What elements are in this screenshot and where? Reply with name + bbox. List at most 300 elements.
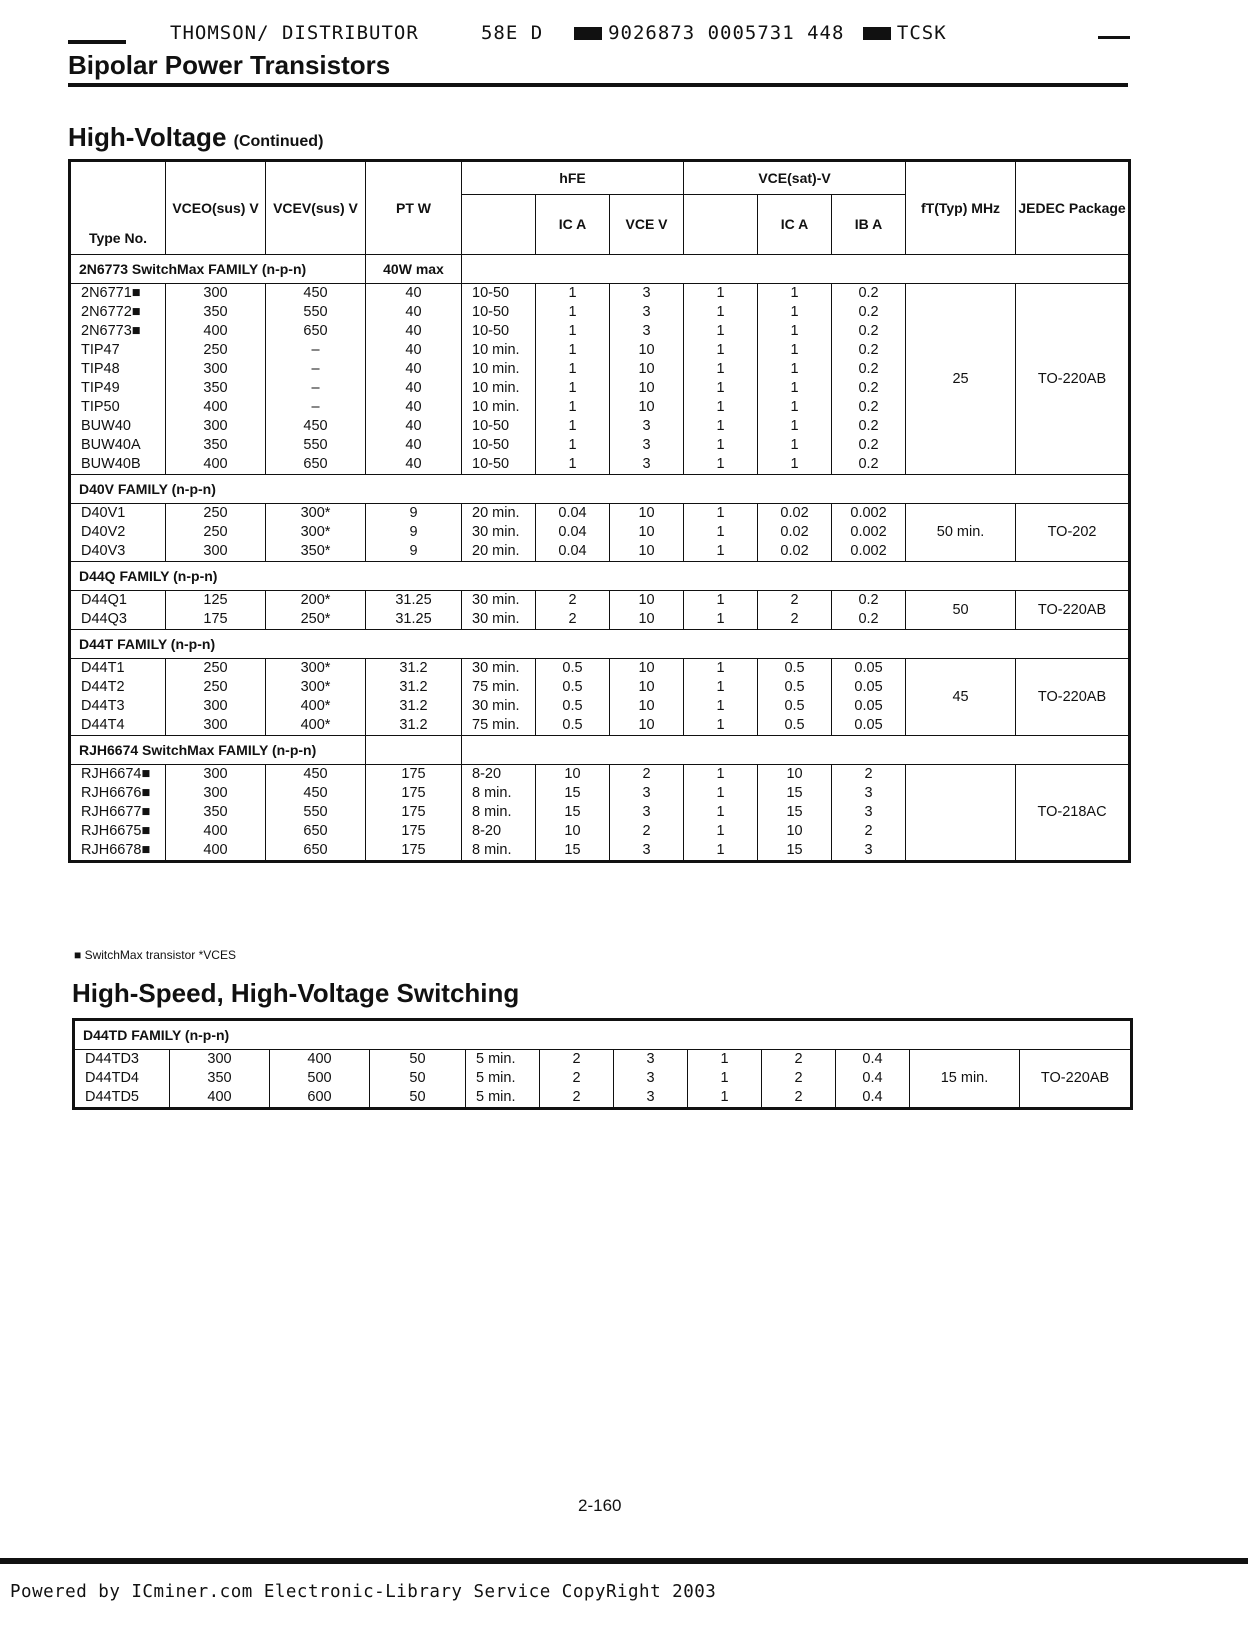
header-rule-right <box>1098 36 1130 39</box>
vcev-value: – <box>311 342 320 358</box>
hfe-value: 20 min. <box>472 505 520 521</box>
vceo-value: 300 <box>203 766 228 782</box>
col-pt-header: PT W <box>366 161 462 255</box>
vcev-value: 450 <box>303 766 328 782</box>
hfe-ic <box>536 591 610 630</box>
vce-ib-value: 0.002 <box>850 505 887 521</box>
vcev-value: 500 <box>307 1070 332 1086</box>
type-no-value: TIP50 <box>81 399 120 415</box>
vce-sat <box>684 591 758 630</box>
pt <box>370 1050 466 1109</box>
vce-sat-value: 1 <box>716 304 725 320</box>
vce-ib-value: 0.2 <box>858 418 879 434</box>
vce-ib <box>832 504 906 562</box>
vceo-value: 300 <box>203 785 228 801</box>
vce-ib-value: 0.2 <box>858 611 879 627</box>
distributor-header <box>170 22 1090 44</box>
header-row <box>70 161 1130 195</box>
vce-sat-value: 1 <box>716 679 725 695</box>
hfe <box>462 284 536 475</box>
vce-ib <box>832 659 906 736</box>
vcev-value: – <box>311 380 320 396</box>
vce-ib-value: 0.2 <box>858 323 879 339</box>
vce-sat <box>684 504 758 562</box>
hfe-vce <box>610 591 684 630</box>
hfe-ic <box>536 765 610 862</box>
section-title-high-voltage <box>68 122 323 153</box>
vcev-value: 450 <box>303 785 328 801</box>
type-no-value: 2N6772■ <box>81 304 141 320</box>
hfe-value: 8 min. <box>472 785 512 801</box>
vce-ib-value: 0.002 <box>850 543 887 559</box>
document-title: Bipolar Power Transistors <box>68 50 391 80</box>
type-no-value: RJH6674■ <box>81 766 151 782</box>
vce-ib-value: 2 <box>864 766 873 782</box>
pt-value: 31.2 <box>399 660 428 676</box>
type-no-value: RJH6675■ <box>81 823 151 839</box>
col-jedec-header: JEDEC Package <box>1016 161 1130 255</box>
type-no-value: D44T4 <box>81 717 125 733</box>
hfe-vce <box>614 1050 688 1109</box>
pt-value: 40 <box>405 323 422 339</box>
hfe-value: 30 min. <box>472 698 520 714</box>
hfe-ic <box>536 659 610 736</box>
pt <box>366 284 462 475</box>
hfe-ic-value: 1 <box>568 456 577 472</box>
vceo-value: 350 <box>203 437 228 453</box>
hfe-vce-value: 10 <box>638 380 655 396</box>
hfe-value: 30 min. <box>472 524 520 540</box>
vce-ic-value: 1 <box>790 456 799 472</box>
type-no <box>70 504 166 562</box>
hfe-ic-value: 0.04 <box>558 543 587 559</box>
pt <box>366 765 462 862</box>
vce-ic-value: 0.5 <box>784 679 805 695</box>
vcev-value: 300* <box>300 524 331 540</box>
hfe-ic-value: 0.04 <box>558 505 587 521</box>
vcev-value: 550 <box>303 304 328 320</box>
hfe-value: 30 min. <box>472 660 520 676</box>
hfe-vce-value: 10 <box>638 698 655 714</box>
vcev-value: 650 <box>303 823 328 839</box>
type-no-value: D44TD5 <box>85 1089 139 1105</box>
pt-value: 40 <box>405 361 422 377</box>
type-no-value: RJH6678■ <box>81 842 151 858</box>
vce-ic-value: 0.02 <box>780 543 809 559</box>
hfe-ic-value: 1 <box>568 418 577 434</box>
pt-value: 9 <box>409 543 418 559</box>
vce-ic-value: 2 <box>794 1089 803 1105</box>
col-hfe-vce-header: VCE V <box>610 195 684 255</box>
vcev-value: 450 <box>303 285 328 301</box>
vce-sat-value: 1 <box>716 505 725 521</box>
col-ft-header: fT(Typ) MHz <box>906 161 1016 255</box>
hfe-ic-value: 1 <box>568 342 577 358</box>
jedec-package: TO-220AB <box>1016 591 1130 630</box>
hfe-vce-value: 10 <box>638 717 655 733</box>
family-blank <box>462 255 1130 284</box>
ft: 45 <box>906 659 1016 736</box>
pt-value: 9 <box>409 505 418 521</box>
vce-ib-value: 0.4 <box>862 1089 883 1105</box>
hfe-vce-value: 10 <box>638 524 655 540</box>
vce-ib-value: 0.05 <box>854 679 883 695</box>
vceo-value: 400 <box>203 323 228 339</box>
vce-ib <box>832 765 906 862</box>
vcev-value: 650 <box>303 456 328 472</box>
vce-sat-value: 1 <box>716 823 725 839</box>
hfe-ic-value: 0.04 <box>558 524 587 540</box>
col-hfe-ic-header: IC A <box>536 195 610 255</box>
vcev-value: 550 <box>303 437 328 453</box>
vce-ib <box>832 591 906 630</box>
vcev-value: 400* <box>300 717 331 733</box>
vceo-value: 400 <box>207 1089 232 1105</box>
hfe-vce <box>610 765 684 862</box>
vce-ib-value: 0.05 <box>854 660 883 676</box>
barcode-block-icon <box>863 27 891 40</box>
page-number: 2-160 <box>578 1496 622 1515</box>
hfe-vce-value: 3 <box>642 456 651 472</box>
family-pt-note <box>366 736 462 765</box>
family-name: D44T FAMILY (n-p-n) <box>70 630 1130 659</box>
vce-ic-value: 15 <box>786 804 803 820</box>
high-voltage-table <box>68 159 1131 863</box>
vceo-value: 300 <box>203 285 228 301</box>
vce-ic-value: 10 <box>786 823 803 839</box>
hfe-ic-value: 1 <box>568 399 577 415</box>
hfe-vce-value: 10 <box>638 592 655 608</box>
pt-value: 50 <box>409 1051 426 1067</box>
vce-sat-value: 1 <box>716 418 725 434</box>
col-hfe-header <box>462 195 536 255</box>
vceo-value: 350 <box>207 1070 232 1086</box>
hfe <box>462 504 536 562</box>
ft: 25 <box>906 284 1016 475</box>
header-code-b: 9026873 0005731 448 <box>608 22 845 44</box>
pt-value: 175 <box>401 766 426 782</box>
section-title-high-speed: High-Speed, High-Voltage Switching <box>72 978 520 1008</box>
vce-ib-value: 0.2 <box>858 399 879 415</box>
pt-value: 31.2 <box>399 717 428 733</box>
hfe-ic-value: 0.5 <box>562 717 583 733</box>
col-vcesat-ic-header: IC A <box>758 195 832 255</box>
pt-value: 40 <box>405 304 422 320</box>
pt-value: 31.25 <box>395 611 432 627</box>
vce-ib-value: 0.2 <box>858 342 879 358</box>
type-no-value: D44Q3 <box>81 611 127 627</box>
hfe-vce <box>610 504 684 562</box>
pt-value: 175 <box>401 785 426 801</box>
family-header-row <box>74 1020 1132 1050</box>
type-no-value: D44T1 <box>81 660 125 676</box>
hfe-ic-value: 15 <box>564 842 581 858</box>
vceo-value: 175 <box>203 611 228 627</box>
type-no-value: 2N6773■ <box>81 323 141 339</box>
footnote: ■ SwitchMax transistor *VCES <box>74 948 236 962</box>
vceo-value: 400 <box>203 399 228 415</box>
hfe-ic <box>540 1050 614 1109</box>
pt <box>366 591 462 630</box>
pt-value: 50 <box>409 1089 426 1105</box>
family-blank <box>462 736 1130 765</box>
type-no-value: RJH6676■ <box>81 785 151 801</box>
header-rule-left <box>68 40 126 44</box>
vce-ib-value: 3 <box>864 842 873 858</box>
pt-value: 40 <box>405 285 422 301</box>
hfe-vce-value: 3 <box>642 304 651 320</box>
vce-ic <box>758 765 832 862</box>
high-speed-table <box>72 1018 1133 1110</box>
vce-ib-value: 0.05 <box>854 698 883 714</box>
pt <box>366 659 462 736</box>
hfe-value: 30 min. <box>472 592 520 608</box>
vceo <box>170 1050 270 1109</box>
hfe-value: 10 min. <box>472 361 520 377</box>
col-type-header: Type No. <box>70 161 166 255</box>
pt-value: 40 <box>405 456 422 472</box>
family-data-row <box>74 1050 1132 1109</box>
vce-sat-value: 1 <box>716 698 725 714</box>
jedec-package: TO-220AB <box>1016 284 1130 475</box>
hfe-value: 5 min. <box>476 1089 516 1105</box>
type-no-value: D44T2 <box>81 679 125 695</box>
hfe-vce-value: 3 <box>646 1089 655 1105</box>
vce-ib-value: 0.4 <box>862 1070 883 1086</box>
vce-sat-value: 1 <box>716 437 725 453</box>
vceo-value: 300 <box>203 698 228 714</box>
pt-value: 31.2 <box>399 698 428 714</box>
type-no-value: D40V2 <box>81 524 126 540</box>
vce-ic-value: 0.02 <box>780 524 809 540</box>
vce-ic-value: 1 <box>790 380 799 396</box>
vce-sat-value: 1 <box>716 456 725 472</box>
jedec-package: TO-220AB <box>1016 659 1130 736</box>
jedec-package: TO-220AB <box>1020 1050 1132 1109</box>
family-data-row <box>70 591 1130 630</box>
type-no-value: RJH6677■ <box>81 804 151 820</box>
vce-sat-value: 1 <box>716 342 725 358</box>
vce-ic-value: 1 <box>790 361 799 377</box>
hfe-value: 75 min. <box>472 717 520 733</box>
jedec-package: TO-202 <box>1016 504 1130 562</box>
col-hfe-group-header: hFE <box>462 161 684 195</box>
vce-sat-value: 1 <box>716 361 725 377</box>
family-name: D44TD FAMILY (n-p-n) <box>74 1020 1132 1050</box>
vce-ib-value: 0.05 <box>854 717 883 733</box>
vceo-value: 350 <box>203 804 228 820</box>
hfe-vce-value: 3 <box>642 785 651 801</box>
vcev-value: 350* <box>300 543 331 559</box>
vcev <box>266 504 366 562</box>
vce-ic-value: 10 <box>786 766 803 782</box>
hfe-vce-value: 3 <box>642 842 651 858</box>
hfe-vce <box>610 284 684 475</box>
section-title-text: High-Voltage <box>68 122 227 152</box>
hfe-value: 10-50 <box>472 418 510 434</box>
hfe-ic-value: 1 <box>568 323 577 339</box>
vce-ic-value: 1 <box>790 399 799 415</box>
pt-value: 175 <box>401 823 426 839</box>
hfe-vce <box>610 659 684 736</box>
vce-ib-value: 0.2 <box>858 456 879 472</box>
footer-rule <box>0 1558 1248 1564</box>
hfe-value: 5 min. <box>476 1070 516 1086</box>
type-no-value: 2N6771■ <box>81 285 141 301</box>
vce-sat-value: 1 <box>716 804 725 820</box>
pt-value: 31.2 <box>399 679 428 695</box>
hfe-vce-value: 10 <box>638 660 655 676</box>
vcev-value: 300* <box>300 505 331 521</box>
vce-ib-value: 3 <box>864 785 873 801</box>
vce-ib-value: 0.2 <box>858 361 879 377</box>
vce-ic <box>758 659 832 736</box>
hfe-ic <box>536 504 610 562</box>
hfe-value: 10 min. <box>472 399 520 415</box>
vce-ic-value: 2 <box>790 592 799 608</box>
vcev <box>266 765 366 862</box>
vce-ic-value: 15 <box>786 842 803 858</box>
type-no-value: BUW40 <box>81 418 131 434</box>
type-no <box>70 765 166 862</box>
vce-ic-value: 2 <box>794 1051 803 1067</box>
vce-sat <box>684 765 758 862</box>
vceo-value: 400 <box>203 823 228 839</box>
vceo-value: 300 <box>203 717 228 733</box>
vceo-value: 250 <box>203 524 228 540</box>
type-no-value: D40V3 <box>81 543 126 559</box>
ft: 15 min. <box>910 1050 1020 1109</box>
vcev <box>270 1050 370 1109</box>
vce-ib-value: 0.2 <box>858 304 879 320</box>
hfe-vce-value: 10 <box>638 679 655 695</box>
col-vcesat-ib-header: IB A <box>832 195 906 255</box>
type-no <box>70 284 166 475</box>
hfe-ic-value: 2 <box>572 1070 581 1086</box>
pt-value: 175 <box>401 804 426 820</box>
hfe-ic-value: 10 <box>564 766 581 782</box>
vce-sat-value: 1 <box>716 611 725 627</box>
vcev-value: 550 <box>303 804 328 820</box>
hfe-vce-value: 10 <box>638 543 655 559</box>
vce-ic-value: 1 <box>790 418 799 434</box>
hfe-ic-value: 15 <box>564 785 581 801</box>
vceo <box>166 659 266 736</box>
family-data-row <box>70 659 1130 736</box>
vce-ic-value: 1 <box>790 323 799 339</box>
vceo-value: 400 <box>203 842 228 858</box>
vce-ic <box>758 284 832 475</box>
vceo-value: 250 <box>203 679 228 695</box>
vce-sat-value: 1 <box>716 285 725 301</box>
type-no <box>70 659 166 736</box>
hfe-vce-value: 10 <box>638 505 655 521</box>
col-vceo-header: VCEO(sus) V <box>166 161 266 255</box>
hfe-vce-value: 10 <box>638 399 655 415</box>
header-code-a: 58E D <box>480 22 544 44</box>
vce-sat-value: 1 <box>716 380 725 396</box>
hfe-vce-value: 10 <box>638 611 655 627</box>
hfe-ic-value: 2 <box>568 611 577 627</box>
vce-sat-value: 1 <box>720 1070 729 1086</box>
hfe-vce-value: 2 <box>642 766 651 782</box>
vce-sat-value: 1 <box>716 524 725 540</box>
hfe-vce-value: 3 <box>642 323 651 339</box>
hfe-vce-value: 10 <box>638 361 655 377</box>
vcev-value: 600 <box>307 1089 332 1105</box>
hfe-ic-value: 2 <box>572 1051 581 1067</box>
vceo <box>166 765 266 862</box>
type-no-value: BUW40B <box>81 456 141 472</box>
hfe-ic-value: 0.5 <box>562 698 583 714</box>
vceo-value: 400 <box>203 456 228 472</box>
vce-ib-value: 0.002 <box>850 524 887 540</box>
type-no-value: D40V1 <box>81 505 126 521</box>
pt <box>366 504 462 562</box>
hfe-vce-value: 3 <box>642 285 651 301</box>
vce-sat-value: 1 <box>716 717 725 733</box>
hfe-value: 10-50 <box>472 285 510 301</box>
vcev-value: 300* <box>300 679 331 695</box>
barcode-block-icon <box>574 27 602 40</box>
vce-ib <box>832 284 906 475</box>
vce-sat-value: 1 <box>720 1089 729 1105</box>
hfe-ic-value: 2 <box>568 592 577 608</box>
type-no-value: D44Q1 <box>81 592 127 608</box>
col-vcesat-group-header: VCE(sat)-V <box>684 161 906 195</box>
pt-value: 40 <box>405 437 422 453</box>
hfe-value: 10-50 <box>472 456 510 472</box>
vce-ic-value: 1 <box>790 437 799 453</box>
family-name: D44Q FAMILY (n-p-n) <box>70 562 1130 591</box>
vce-sat-value: 1 <box>716 543 725 559</box>
hfe-vce-value: 3 <box>646 1070 655 1086</box>
footer-copyright: Powered by ICminer.com Electronic-Library Service CopyRight 2003 <box>10 1582 717 1602</box>
vce-ic-value: 1 <box>790 285 799 301</box>
type-no-value: D44TD4 <box>85 1070 139 1086</box>
vce-ib-value: 2 <box>864 823 873 839</box>
hfe-value: 10 min. <box>472 380 520 396</box>
vceo-value: 125 <box>203 592 228 608</box>
vce-ib-value: 0.2 <box>858 592 879 608</box>
family-data-row <box>70 504 1130 562</box>
pt-value: 40 <box>405 418 422 434</box>
vceo-value: 350 <box>203 380 228 396</box>
vce-ic-value: 15 <box>786 785 803 801</box>
type-no-value: D44T3 <box>81 698 125 714</box>
hfe-ic-value: 1 <box>568 437 577 453</box>
vce-ic-value: 1 <box>790 304 799 320</box>
vce-sat-value: 1 <box>720 1051 729 1067</box>
hfe-ic-value: 0.5 <box>562 660 583 676</box>
vceo-value: 350 <box>203 304 228 320</box>
hfe-value: 8 min. <box>472 842 512 858</box>
vce-ic-value: 0.5 <box>784 717 805 733</box>
col-vcesat-header <box>684 195 758 255</box>
vceo-value: 300 <box>203 361 228 377</box>
ft: 50 <box>906 591 1016 630</box>
vcev <box>266 659 366 736</box>
hfe-ic <box>536 284 610 475</box>
vce-sat <box>684 659 758 736</box>
pt-value: 40 <box>405 380 422 396</box>
hfe-value: 10-50 <box>472 437 510 453</box>
vceo-value: 250 <box>203 505 228 521</box>
type-no <box>74 1050 170 1109</box>
type-no <box>70 591 166 630</box>
family-header-row <box>70 475 1130 504</box>
hfe <box>462 765 536 862</box>
